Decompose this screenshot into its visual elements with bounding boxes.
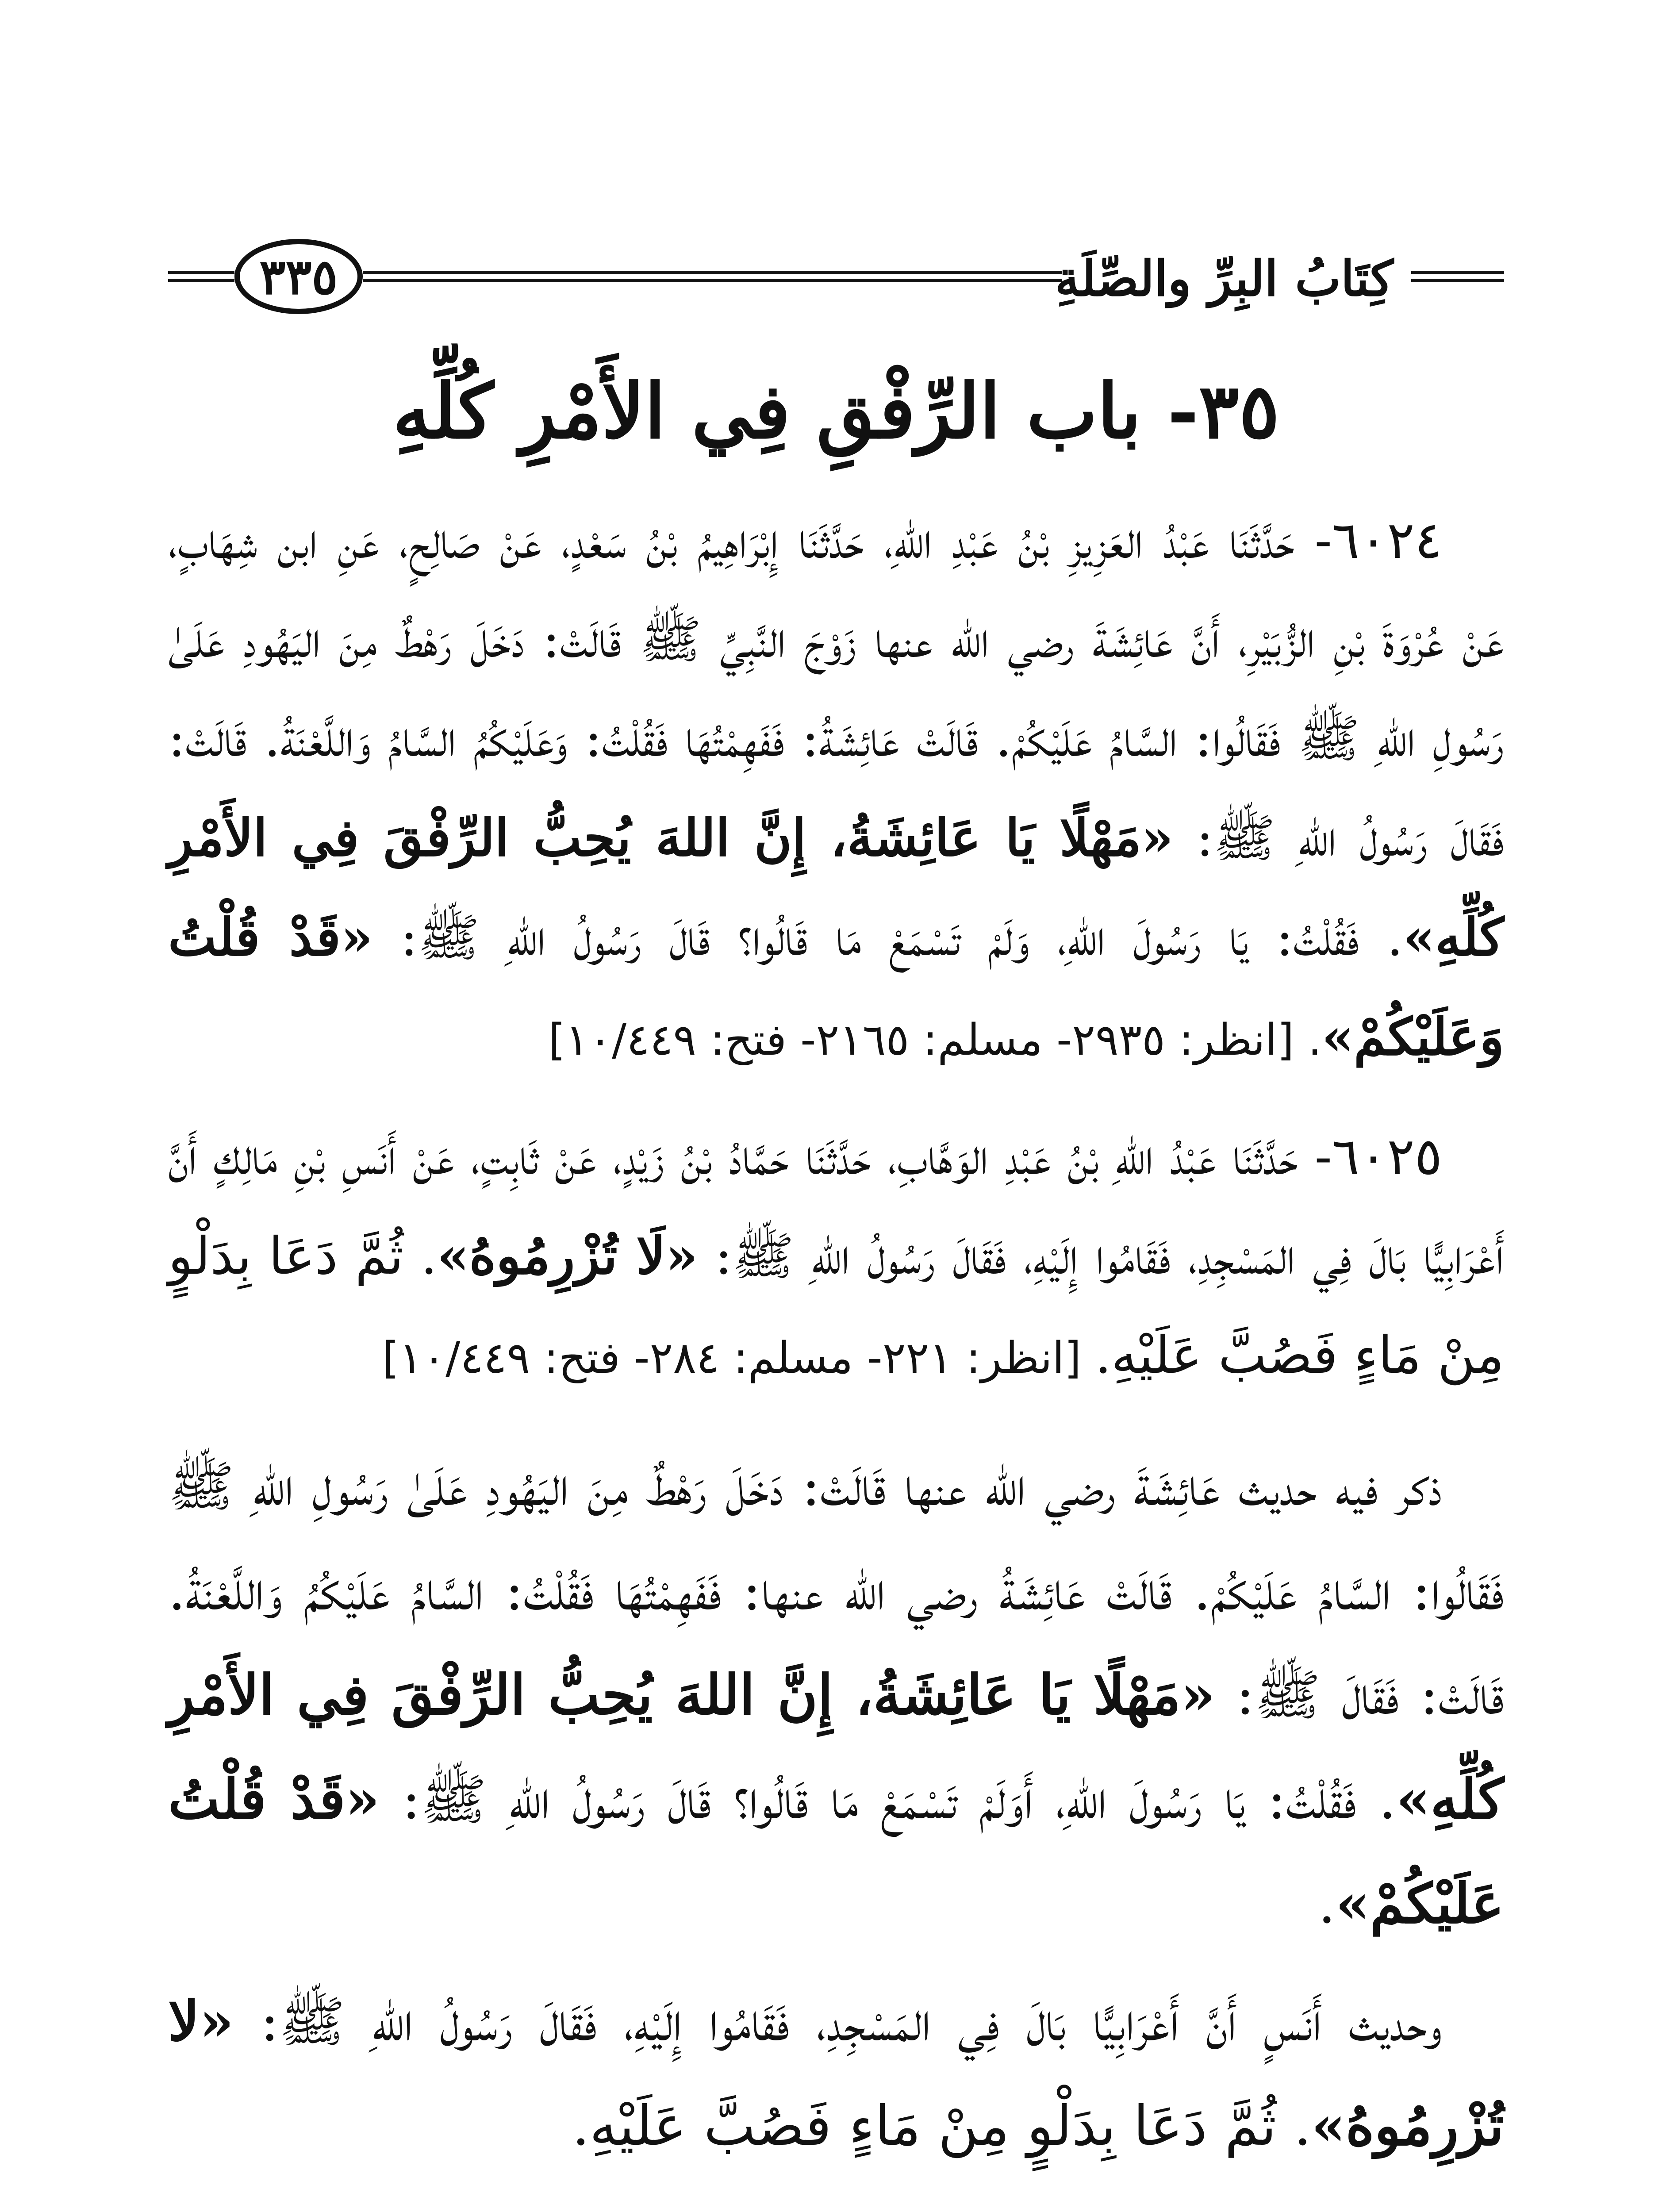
hadith-quote: «مَهْلًا يَا عَائِشَةُ، إِنَّ اللهَ يُحِبُّ الرِّفْقَ فِي الأَمْرِ كُلِّهِ» <box>168 808 1504 968</box>
hadith-text: ٦٠٢٤- حَدَّثَنَا عَبْدُ العَزِيزِ بْنُ عَبْدِ اللهِ، حَدَّثَنَا إِبْرَاهِيمُ بْنُ سَعْدٍ، عَنْ صَالِحٍ، عَنِ ابن شِهَابٍ، عَنْ عُرْوَةَ بْنِ الزُّبَيْرِ، أَنَّ عَائِشَةَ رضي الله عنها زَوْجَ النَّبِيِّ ﷺ قَالَتْ: دَخَلَ رَهْطٌ مِنَ اليَهُودِ عَلَىٰ رَسُولِ اللهِ ﷺ فَقَالُوا: السَّامُ عَلَيْكُمْ. قَالَتْ عَائِشَةُ: فَفَهِمْتُهَا فَقُلْتُ: وَعَلَيْكُمُ السَّامُ وَاللَّعْنَةُ. قَالَتْ: فَقَالَ رَسُولُ اللهِ ﷺ: <box>168 511 1505 868</box>
commentary-text: . فَقُلْتُ: يَا رَسُولَ اللهِ، أَوَلَمْ تَسْمَعْ مَا قَالُوا؟ قَالَ رَسُولُ اللهِ ﷺ: <box>380 1768 1396 1832</box>
commentary-quote: «قَدْ قُلْتُ عَلَيْكُمْ» <box>168 1767 1504 1936</box>
running-header <box>168 230 1504 327</box>
header-rule-middle <box>363 271 1062 282</box>
chapter-title: ٣٥- باب الرِّفْقِ فِي الأَمْرِ كُلِّهِ <box>392 367 1280 456</box>
commentary-quote: «مَهْلًا يَا عَائِشَةُ، إِنَّ اللهَ يُحِبُّ الرِّفْقَ فِي الأَمْرِ كُلِّهِ» <box>168 1663 1504 1832</box>
commentary-text: وحديث أَنَسٍ أَنَّ أَعْرَابِيًّا بَالَ فِي المَسْجِدِ، فَقَامُوا إِلَيْهِ، فَقَالَ رَسُولُ اللهِ ﷺ: <box>234 1990 1442 2054</box>
hadith-reference: [انظر: ٢٢١- مسلم: ٢٨٤- فتح: ١٠/٤٤٩] <box>382 1333 1095 1383</box>
hadith-quote: «لَا تُزْرِمُوهُ» <box>437 1226 698 1286</box>
hadith-text: . فَقُلْتُ: يَا رَسُولَ اللهِ، وَلَمْ تَسْمَعْ مَا قَالُوا؟ قَالَ رَسُولُ اللهِ ﷺ: <box>372 908 1403 968</box>
hadith-6025 <box>168 1107 1504 1408</box>
page-body <box>168 491 1504 2212</box>
commentary-paragraph <box>168 1434 1504 1956</box>
commentary-text: . <box>1318 1872 1336 1936</box>
header-rule-left <box>168 271 234 282</box>
book-title: كِتَابُ البِرِّ والصِّلَةِ <box>1055 250 1394 307</box>
commentary-text: ذكر فيه حديث عَائِشَةَ رضي الله عنها قَالَتْ: دَخَلَ رَهْطٌ مِنَ اليَهُودِ عَلَىٰ رَسُولِ اللهِ ﷺ فَقَالُوا: السَّامُ عَلَيْكُمْ. قَالَتْ عَائِشَةُ رضي الله عنها: فَفَهِمْتُهَا فَقُلْتُ: السَّامُ عَلَيْكُمُ وَاللَّعْنَةُ. قَالَتْ: فَقَالَ ﷺ: <box>168 1455 1505 1727</box>
commentary-paragraph <box>168 1970 1504 2178</box>
commentary-text: . ثُمَّ دَعَا بِدَلْوٍ مِنْ مَاءٍ فَصُبَّ عَلَيْهِ. <box>572 2094 1312 2158</box>
page-number: ٣٣٥ <box>234 239 363 314</box>
hadith-quote: «قَدْ قُلْتُ وَعَلَيْكُمْ» <box>168 907 1504 1067</box>
hadith-reference: . [انظر: ٢٩٣٥- مسلم: ٢١٦٥- فتح: ١٠/٤٤٩] <box>548 1015 1322 1065</box>
commentary-paragraph <box>168 2192 1504 2212</box>
hadith-text: . ثُمَّ دَعَا بِدَلْوٍ مِنْ مَاءٍ فَصُبَّ عَلَيْهِ. <box>168 1226 1504 1385</box>
header-rule-right <box>1411 271 1504 282</box>
hadith-6024 <box>168 491 1504 1090</box>
commentary-quote: «لا تُزْرِمُوهُ» <box>168 1989 1504 2158</box>
hadith-text: ٦٠٢٥- حَدَّثَنَا عَبْدُ اللهِ بْنُ عَبْدِ الوَهَّابِ، حَدَّثَنَا حَمَّادُ بْنُ زَيْدٍ، عَنْ ثَابِتٍ، عَنْ أَنَسِ بْنِ مَالِكٍ أَنَّ أَعْرَابِيًّا بَالَ فِي المَسْجِدِ، فَقَامُوا إِلَيْهِ، فَقَالَ رَسُولُ اللهِ ﷺ: <box>168 1127 1504 1286</box>
